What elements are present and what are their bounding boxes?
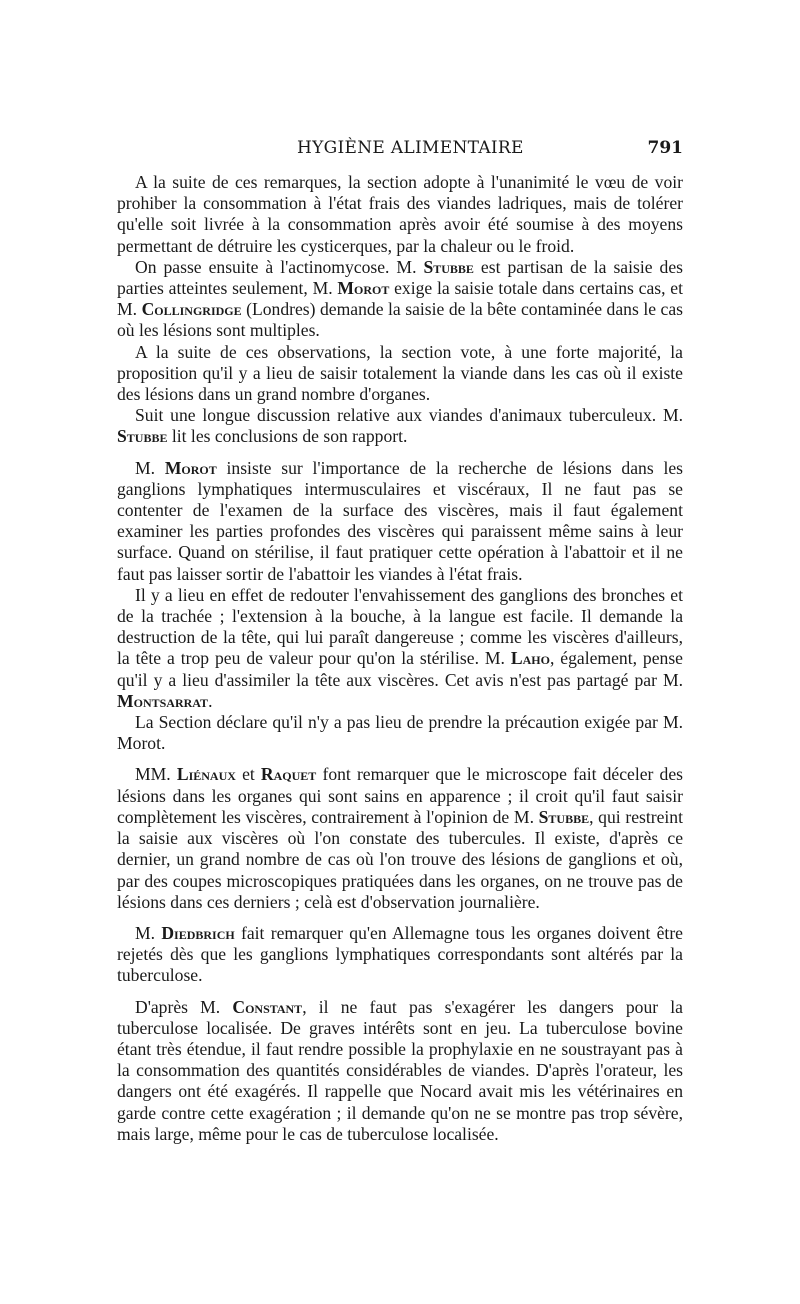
- paragraph: [117, 585, 683, 712]
- person-name: Raquet: [260, 764, 317, 785]
- text-run: insiste sur l'importance de la recherche de lésions dans les ganglions lymphatiques intermusculaires et viscéraux, Il ne faut pas se contenter de l'examen de la surface des viscères, mais il faut également examiner les parties profondes des viscères qui paraissent même sains à leur surface. Quand on stérilise, il faut pratiquer cette opération à l'abattoir et il ne faut pas laisser sortir de l'abattoir les viandes à l'état frais.: [117, 457, 683, 584]
- text-run: , il ne faut pas s'exagérer les dangers pour la tuberculose localisée. De graves intérêts sont en jeu. La tuberculose bovine étant très étendue, il faut rendre possible la prophylaxie en ne soustrayant pas à la consommation des quantités considérables de viandes. D'après l'orateur, les dangers ont été exagérés. Il rappelle que Nocard avait mis les vétérinaires en garde contre cette exagération ; il demande qu'on ne se montre pas trop sévère, mais large, même pour le cas de tuberculose localisée.: [117, 996, 683, 1144]
- text-run: et: [235, 764, 261, 785]
- text-run: exige la saisie totale dans certains cas, et M.: [117, 278, 683, 320]
- text-run: (Londres) demande la saisie de la bête contaminée dans le cas où les lésions sont multiples.: [117, 299, 683, 341]
- text-run: M.: [135, 922, 162, 943]
- text-run: , qui restreint la saisie aux viscères où l'on constate des tubercules. Il existe, d'après ce dernier, un grand nombre de cas où l'on trouve des lésions de ganglions et où, par des coupes microscopiques pratiquées dans les organes, on ne trouve pas de lésions dans ces derniers ; celà est d'observation journalière.: [117, 806, 683, 912]
- person-name: Morot: [337, 278, 390, 299]
- paragraph: [117, 405, 683, 447]
- text-run: Il y a lieu en effet de redouter l'envahissement des ganglions des bronches et de la trachée ; l'extension à la bouche, à la langue est facile. Il demande la destruction de la tête, qui lui paraît dangereuse ; comme les viscères d'ailleurs, la tête a trop peu de valeur pour qu'on la stérilise. M.: [117, 584, 683, 669]
- paragraph: [117, 257, 683, 342]
- text-run: On passe ensuite à l'actinomycose. M.: [135, 256, 424, 277]
- text-run: A la suite de ces observations, la section vote, à une forte majorité, la proposition qu'il y a lieu de saisir totalement la viande dans les cas où il existe des lésions dans un grand nombre d'organes.: [117, 341, 683, 405]
- body-text: [117, 172, 683, 1145]
- person-name: Stubbe: [423, 256, 474, 277]
- text-run: MM.: [135, 764, 177, 785]
- text-run: , également, pense qu'il y a lieu d'assimiler la tête aux viscères. Cet avis n'est pas partagé par M.: [117, 648, 683, 690]
- person-name: Laho: [510, 648, 550, 669]
- person-name: Stubbe: [538, 806, 590, 827]
- paragraph: [117, 172, 683, 257]
- page-number: 791: [647, 138, 683, 158]
- paragraph: [117, 342, 683, 406]
- person-name: Montsarrat: [117, 690, 209, 711]
- person-name: Constant: [232, 996, 303, 1017]
- person-name: Collingridge: [141, 299, 242, 320]
- text-run: est partisan de la saisie des parties atteintes seulement, M.: [117, 256, 683, 299]
- person-name: Stubbe: [117, 426, 168, 447]
- text-run: lit les conclusions de son rapport.: [167, 426, 408, 447]
- paragraph: [117, 458, 683, 585]
- person-name: Liénaux: [176, 764, 236, 785]
- text-run: La Section déclare qu'il n'y a pas lieu de prendre la précaution exigée par M. Morot.: [117, 712, 683, 754]
- person-name: Diedbrich: [161, 922, 235, 943]
- text-run: A la suite de ces remarques, la section adopte à l'unanimité le vœu de voir prohiber la consommation à l'état frais des viandes ladriques, mais de tolérer qu'elle soit livrée à la consommation après avoir été soumise à des moyens permettant de détruire les cysticerques, par la chaleur ou le froid.: [117, 172, 683, 256]
- paragraph: [117, 923, 683, 987]
- running-title: HYGIÈNE ALIMENTAIRE: [297, 138, 524, 158]
- paragraph: [117, 712, 683, 754]
- running-head: [117, 138, 683, 162]
- person-name: Morot: [164, 457, 217, 478]
- text-run: D'après M.: [135, 996, 233, 1017]
- text-run: fait remarquer qu'en Allemagne tous les organes doivent être rejetés dès que les ganglions lymphatiques correspondants sont altérés par la tuberculose.: [117, 922, 683, 986]
- text-run: Suit une longue discussion relative aux viandes d'animaux tuberculeux. M.: [135, 405, 683, 426]
- text-run: .: [208, 690, 213, 711]
- text-run: M.: [135, 457, 165, 478]
- paragraph: [117, 764, 683, 912]
- paragraph: [117, 997, 683, 1145]
- text-run: font remarquer que le microscope fait déceler des lésions dans les organes qui sont sains en apparence ; il croit qu'il faut saisir complètement les viscères, contrairement à l'opinion de M.: [117, 764, 683, 827]
